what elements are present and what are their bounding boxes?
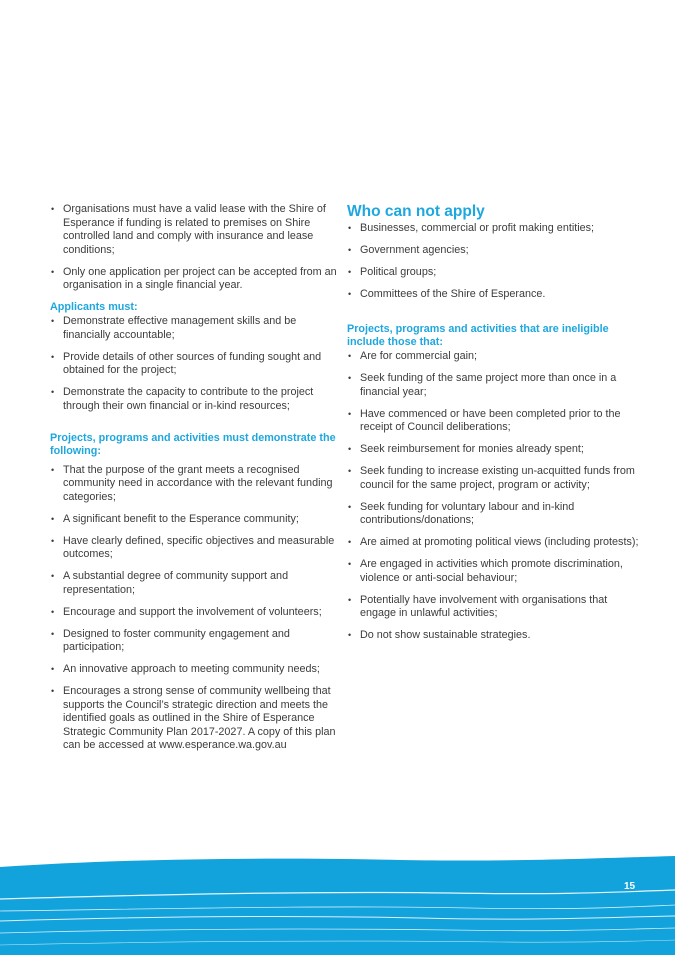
who-can-not-apply-heading: Who can not apply — [347, 203, 485, 220]
list-item: • Are aimed at promoting political views (including protests); — [347, 536, 643, 550]
list-item: • Are for commercial gain; — [347, 350, 643, 364]
list-item: • Committees of the Shire of Esperance. — [347, 288, 643, 302]
eligibility-list — [50, 203, 338, 293]
list-item: • That the purpose of the grant meets a recognised community need in accordance with the relevant funding categories; — [50, 464, 338, 505]
list-item: • Seek reimbursement for monies already spent; — [347, 443, 643, 457]
list-item: • Encourages a strong sense of community wellbeing that supports the Council’s strategic direction and meets the identified goals as outlined in the Shire of Esperance Strategic Community Plan 2017-2027. A copy of this plan can be accessed at www.esperance.wa.gov.au — [50, 685, 338, 753]
list-item: • Businesses, commercial or profit making entities; — [347, 222, 643, 236]
list-item: • Organisations must have a valid lease with the Shire of Esperance if funding is related to premises on Shire controlled land and comply with insurance and lease conditions; — [50, 203, 338, 257]
left-column — [50, 203, 338, 761]
list-item: • Designed to foster community engagement and participation; — [50, 628, 338, 655]
list-item: • Encourage and support the involvement of volunteers; — [50, 606, 338, 620]
list-item: • Are engaged in activities which promote discrimination, violence or anti-social behaviour; — [347, 558, 643, 585]
footer-wave-band — [0, 855, 675, 955]
list-item: • Demonstrate effective management skills and be financially accountable; — [50, 315, 338, 342]
list-item: • Have clearly defined, specific objectives and measurable outcomes; — [50, 535, 338, 562]
demonstrate-list — [50, 464, 338, 753]
list-item: • Demonstrate the capacity to contribute to the project through their own financial or in-kind resources; — [50, 386, 338, 413]
list-item: • Potentially have involvement with organisations that engage in unlawful activities; — [347, 594, 643, 621]
ineligible-heading: Projects, programs and activities that are ineligible include those that: — [347, 323, 609, 348]
list-item: • Seek funding of the same project more than once in a financial year; — [347, 372, 643, 399]
list-item: • Seek funding to increase existing un-acquitted funds from council for the same project, program or activity; — [347, 465, 643, 492]
list-item: • Only one application per project can be accepted from an organisation in a single financial year. — [50, 266, 338, 293]
list-item: • Political groups; — [347, 266, 643, 280]
demonstrate-heading: Projects, programs and activities must demonstrate the following: — [50, 431, 336, 457]
list-item: • Government agencies; — [347, 244, 643, 258]
ineligible-list — [347, 350, 643, 643]
list-item: • Do not show sustainable strategies. — [347, 629, 643, 643]
list-item: • An innovative approach to meeting community needs; — [50, 663, 338, 677]
list-item: • A substantial degree of community support and representation; — [50, 570, 338, 597]
who-can-not-apply-list — [347, 222, 643, 302]
applicants-heading: Applicants must: — [50, 301, 138, 313]
list-item: • Have commenced or have been completed prior to the receipt of Council deliberations; — [347, 408, 643, 435]
list-item: • Seek funding for voluntary labour and in-kind contributions/donations; — [347, 501, 643, 528]
applicants-list — [50, 315, 338, 413]
right-column — [347, 203, 643, 651]
list-item: • Provide details of other sources of funding sought and obtained for the project; — [50, 351, 338, 378]
page-number: 15 — [624, 881, 636, 892]
list-item: • A significant benefit to the Esperance community; — [50, 513, 338, 527]
